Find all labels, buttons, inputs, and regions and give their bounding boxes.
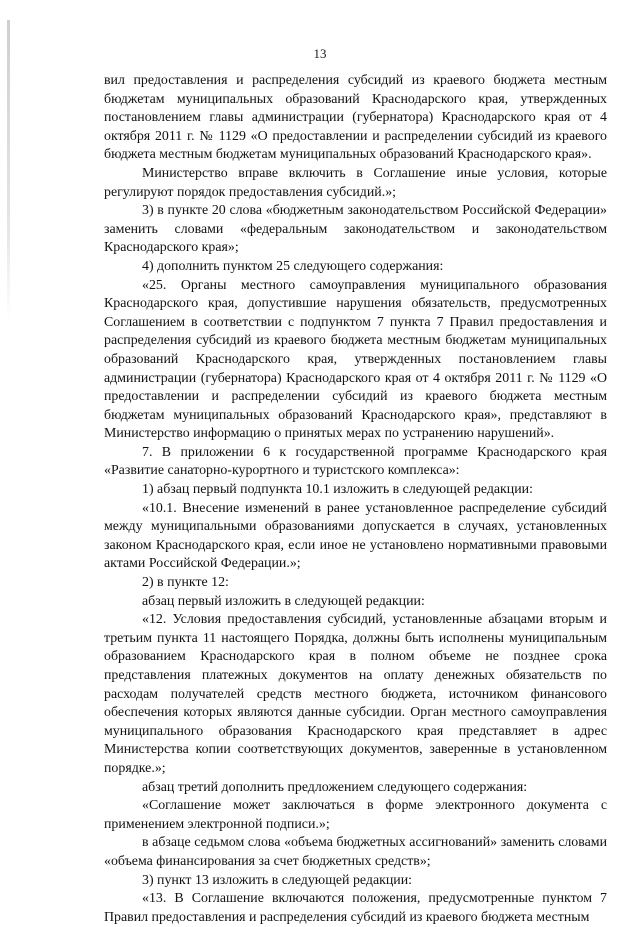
paragraph-seventh-abzac: в абзаце седьмом слова «объема бюджетных ассигнований» заменить словами «объема финансирования за счет бюджетных средств»; bbox=[104, 835, 607, 869]
paragraph-item-3-point-13: 3) пункт 13 изложить в следующей редакции: bbox=[142, 872, 413, 888]
paragraph-third-abzac: абзац третий дополнить предложением следующего содержания: bbox=[142, 779, 528, 795]
paragraph-point-13-text: «13. В Соглашение включаются положения, предусмотренные пунктом 7 Правил предоставления и распределения субсидий из краевого бюджета местным bbox=[104, 891, 607, 925]
paragraph-section-7: 7. В приложении 6 к государственной программе Краснодарского края «Развитие санаторно-курортного и туристского комплекса»: bbox=[104, 444, 607, 479]
paragraph-electronic-signature: «Соглашение может заключаться в форме электронного документа с применением электронной подписи.»; bbox=[104, 798, 607, 832]
paragraph-first-abzac: абзац первый изложить в следующей редакции: bbox=[142, 593, 425, 609]
paragraph-item-1-subpoint-10-1: 1) абзац первый подпункта 10.1 изложить в следующей редакции: bbox=[142, 482, 533, 498]
paragraph-ministry-conditions: Министерство вправе включить в Соглашение иные условия, которые регулируют порядок предоставления субсидий.»; bbox=[104, 165, 607, 200]
page-number: 13 bbox=[313, 46, 327, 61]
scan-edge-shadow bbox=[7, 20, 10, 320]
paragraph-point-12-text: «12. Условия предоставления субсидий, установленные абзацами вторым и третьим пункта 11 настоящего Порядка, должны быть исполнены муниципальным образованием Краснодарского края в полном объеме не позднее срока представления платежных документов на оплату денежных обязательств по расходам получателей средств местного бюджета, источником финансового обеспечения которых являются данные субсидии. Орган местного самоуправления муниципального образования Краснодарского края представляет в адрес Министерства копии соответствующих документов, заверенные в установленном порядке.»; bbox=[104, 612, 607, 776]
body-text bbox=[104, 72, 607, 927]
paragraph-item-3-point-20: 3) в пункте 20 слова «бюджетным законодательством Российской Федерации» заменить словами «федеральным законодательством и законодательством Краснодарского края»; bbox=[104, 203, 607, 256]
paragraph-item-2-point-12: 2) в пункте 12: bbox=[142, 575, 229, 591]
paragraph-continuation: вил предоставления и распределения субсидий из краевого бюджета местным бюджетам муниципальных образований Краснодарского края, утвержденных постановлением главы администрации (губернатора) Краснодарского края от 4 октября 2011 г. № 1129 «О предоставлении и распределении субсидий из краевого бюджета местным бюджетам муниципальных образований Краснодарского края». bbox=[104, 73, 607, 163]
paragraph-subpoint-10-1-text: «10.1. Внесение изменений в ранее установленное распределение субсидий между муниципальными образованиями допускается в случаях, установленных законом Краснодарского края, если иное не установлено нормативными правовыми актами Российской Федерации.»; bbox=[104, 500, 607, 572]
paragraph-item-4-add-point-25: 4) дополнить пунктом 25 следующего содержания: bbox=[142, 258, 444, 274]
paragraph-point-25-text: «25. Органы местного самоуправления муниципального образования Краснодарского края, допустившие нарушения обязательств, предусмотренных Соглашением в соответствии с подпунктом 7 пункта 7 Правил предоставления и распределения субсидий из краевого бюджета местным бюджетам муниципальных образований Краснодарского края, утвержденных постановлением главы администрации (губернатора) Краснодарского края от 4 октября 2011 г. № 1129 «О предоставлении и распределении субсидий из краевого бюджета местным бюджетам муниципальных образований Краснодарского края», представляют в Министерство информацию о принятых мерах по устранению нарушений». bbox=[104, 277, 607, 442]
